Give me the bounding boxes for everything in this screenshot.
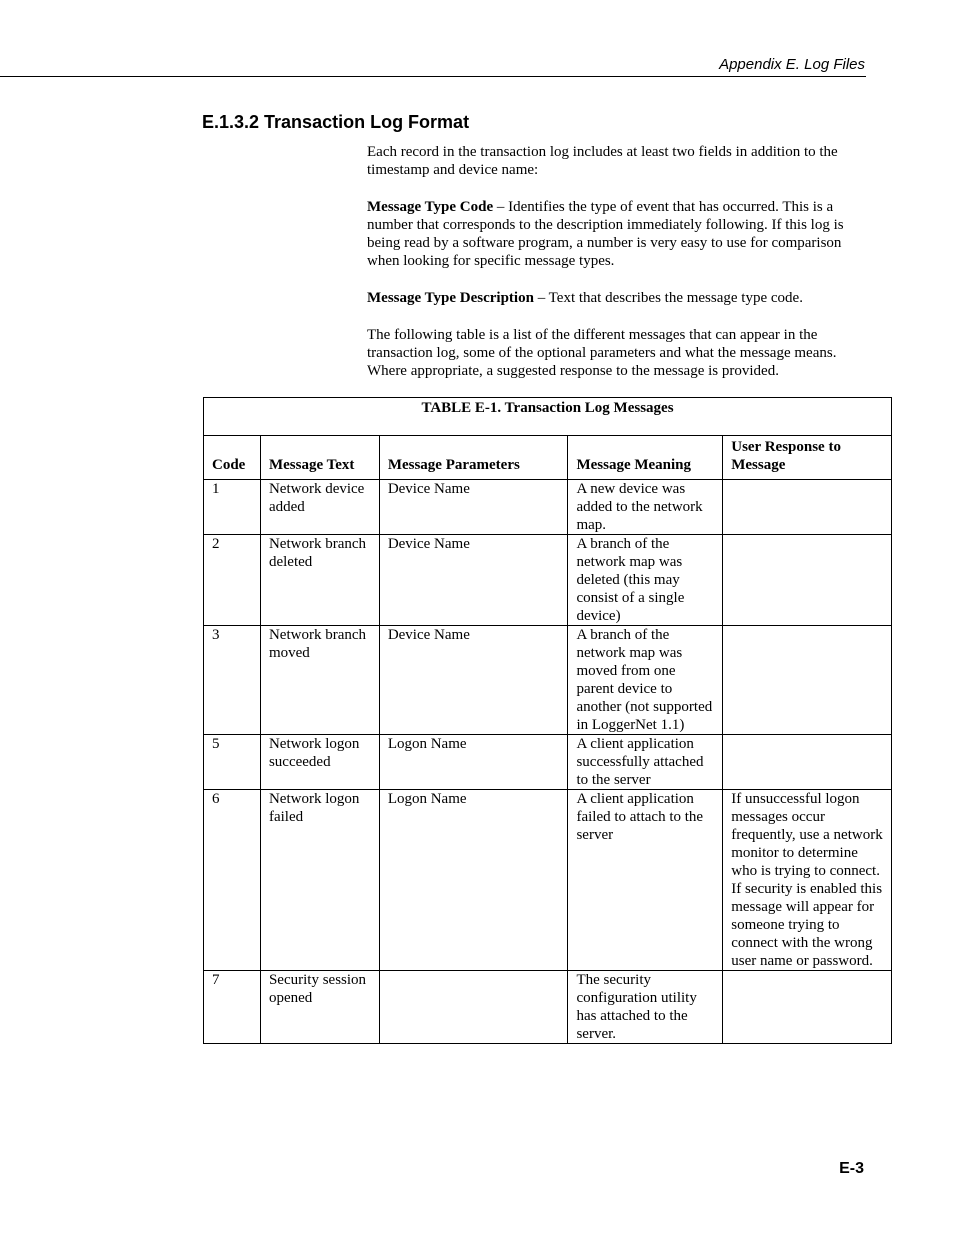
message-meaning-cell: A client application successfully attached to the server [568, 735, 723, 790]
code-cell: 2 [204, 535, 261, 626]
message-parameters-cell: Logon Name [379, 735, 568, 790]
message-meaning-cell: The security configuration utility has attached to the server. [568, 971, 723, 1044]
code-paragraph [367, 198, 862, 270]
message-parameters-cell: Device Name [379, 535, 568, 626]
message-text-cell: Security session opened [260, 971, 379, 1044]
message-meaning-cell: A branch of the network map was deleted (this may consist of a single device) [568, 535, 723, 626]
user-response-cell [723, 535, 892, 626]
table-row [204, 535, 892, 626]
transaction-log-table [203, 397, 892, 1044]
section-title: E.1.3.2 Transaction Log Format [202, 112, 470, 132]
table-header-row [204, 436, 892, 480]
code-term: Message Type Code [367, 199, 494, 215]
table-caption: TABLE E-1. Transaction Log Messages [204, 398, 892, 436]
running-header: Appendix E. Log Files [719, 56, 865, 73]
table-row [204, 971, 892, 1044]
column-header: Message Parameters [379, 436, 568, 480]
user-response-cell [723, 480, 892, 535]
user-response-cell [723, 626, 892, 735]
table-row [204, 626, 892, 735]
message-parameters-cell [379, 971, 568, 1044]
table-row [204, 480, 892, 535]
page-number: E-3 [839, 1160, 864, 1177]
message-text-cell: Network logon failed [260, 790, 379, 971]
table-row [204, 790, 892, 971]
message-parameters-cell: Device Name [379, 480, 568, 535]
table-row [204, 735, 892, 790]
user-response-cell [723, 735, 892, 790]
header-rule [0, 76, 866, 77]
message-meaning-cell: A branch of the network map was moved from one parent device to another (not supported in LoggerNet 1.1) [568, 626, 723, 735]
code-cell: 1 [204, 480, 261, 535]
code-cell: 5 [204, 735, 261, 790]
description-paragraph [367, 289, 862, 307]
message-meaning-cell: A new device was added to the network map. [568, 480, 723, 535]
message-text-cell: Network branch deleted [260, 535, 379, 626]
message-parameters-cell: Logon Name [379, 790, 568, 971]
code-cell: 6 [204, 790, 261, 971]
message-text-cell: Network branch moved [260, 626, 379, 735]
message-text-cell: Network logon succeeded [260, 735, 379, 790]
description-description: – Text that describes the message type code. [533, 290, 803, 306]
column-header: Message Text [260, 436, 379, 480]
code-cell: 7 [204, 971, 261, 1044]
column-header: Code [204, 436, 261, 480]
code-description: – Identifies the type of event that has occurred. This is a number that corresponds to the description immediately following. If this log is being read by a software program, a number is very easy to use for comparison when looking for specific message types. [367, 199, 844, 269]
code-cell: 3 [204, 626, 261, 735]
table-intro-paragraph: The following table is a list of the different messages that can appear in the transaction log, some of the optional parameters and what the message means. Where appropriate, a suggested response to the message is provided. [367, 327, 837, 379]
column-header: User Response to Message [723, 436, 892, 480]
description-term: Message Type Description [367, 290, 534, 306]
column-header: Message Meaning [568, 436, 723, 480]
body-text [367, 143, 862, 399]
message-parameters-cell: Device Name [379, 626, 568, 735]
intro-paragraph: Each record in the transaction log includes at least two fields in addition to the timestamp and device name: [367, 144, 838, 178]
message-text-cell: Network device added [260, 480, 379, 535]
user-response-cell [723, 971, 892, 1044]
message-meaning-cell: A client application failed to attach to the server [568, 790, 723, 971]
user-response-cell: If unsuccessful logon messages occur frequently, use a network monitor to determine who is trying to connect. If security is enabled this message will appear for someone trying to connect with the wrong user name or password. [723, 790, 892, 971]
